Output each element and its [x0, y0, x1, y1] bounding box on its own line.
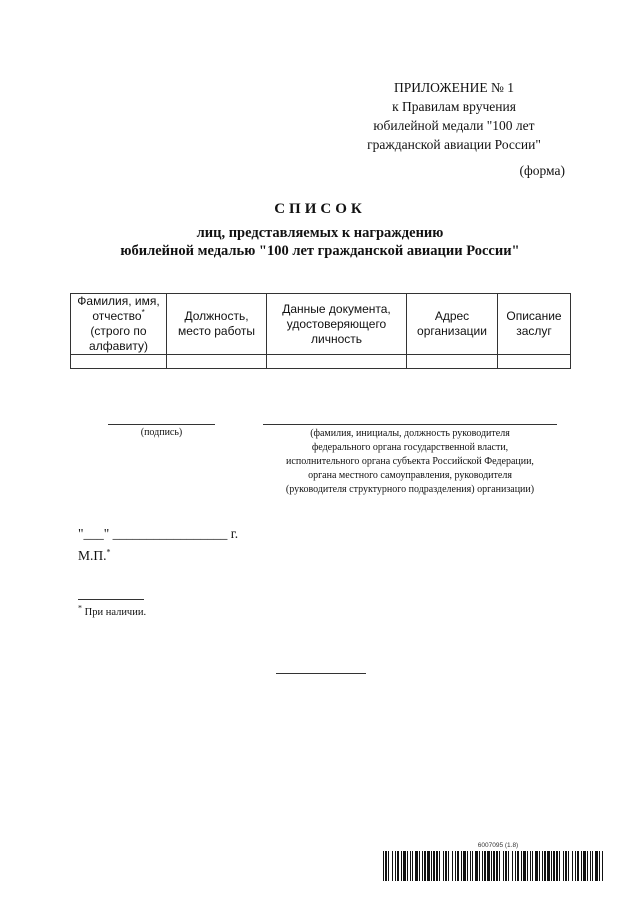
date-field: "___" _________________ г.	[78, 526, 239, 541]
signature-line	[108, 424, 215, 425]
footnote-mark: *	[78, 603, 82, 613]
column-header-address: Адрес организации	[407, 294, 498, 355]
table-cell[interactable]	[267, 355, 407, 369]
end-divider	[276, 673, 366, 674]
subtitle-line: юбилейной медалью "100 лет гражданской авиации России"	[120, 243, 520, 259]
appendix-block	[340, 78, 568, 154]
column-header-name: Фамилия, имя, отчество* (строго по алфавиту)	[71, 294, 167, 355]
table-cell[interactable]	[167, 355, 267, 369]
table-header-row	[71, 294, 571, 355]
appendix-line: юбилейной медали "100 лет	[373, 118, 535, 133]
document-subtitle	[0, 224, 640, 260]
appendix-title: ПРИЛОЖЕНИЕ № 1	[393, 80, 515, 95]
document-title: СПИСОК	[274, 201, 366, 217]
name-caption-line: (фамилия, инициалы, должность руководителя	[310, 428, 510, 439]
barcode-label: 6007095 (1.8)	[477, 842, 519, 849]
subtitle-line: лиц, представляемых к награждению	[196, 225, 444, 241]
barcode-image	[383, 851, 603, 881]
nominee-table	[70, 293, 571, 369]
name-caption	[250, 427, 570, 497]
name-line	[263, 424, 557, 425]
name-caption-line: исполнительного органа субъекта Российской Федерации,	[286, 456, 534, 467]
appendix-line: к Правилам вручения	[392, 99, 516, 114]
name-caption-line: (руководителя структурного подразделения) организации)	[285, 484, 535, 495]
column-header-merits: Описание заслуг	[498, 294, 571, 355]
stamp-label: М.П.*	[78, 547, 111, 563]
column-header-id-document: Данные документа, удостоверяющего личность	[267, 294, 407, 355]
table-row	[71, 355, 571, 369]
footnote-mark: *	[141, 308, 145, 317]
name-caption-line: федерального органа государственной власти,	[311, 442, 509, 453]
table-cell[interactable]	[71, 355, 167, 369]
footnote: * При наличии.	[78, 603, 147, 618]
footnote-divider	[78, 599, 144, 600]
signature-caption: (подпись)	[140, 427, 183, 438]
table-cell[interactable]	[498, 355, 571, 369]
form-label: (форма)	[519, 163, 565, 178]
column-header-position: Должность, место работы	[167, 294, 267, 355]
appendix-line: гражданской авиации России"	[367, 137, 541, 152]
table-cell[interactable]	[407, 355, 498, 369]
name-caption-line: органа местного самоуправления, руководителя	[308, 470, 512, 481]
footnote-mark: *	[106, 547, 111, 557]
